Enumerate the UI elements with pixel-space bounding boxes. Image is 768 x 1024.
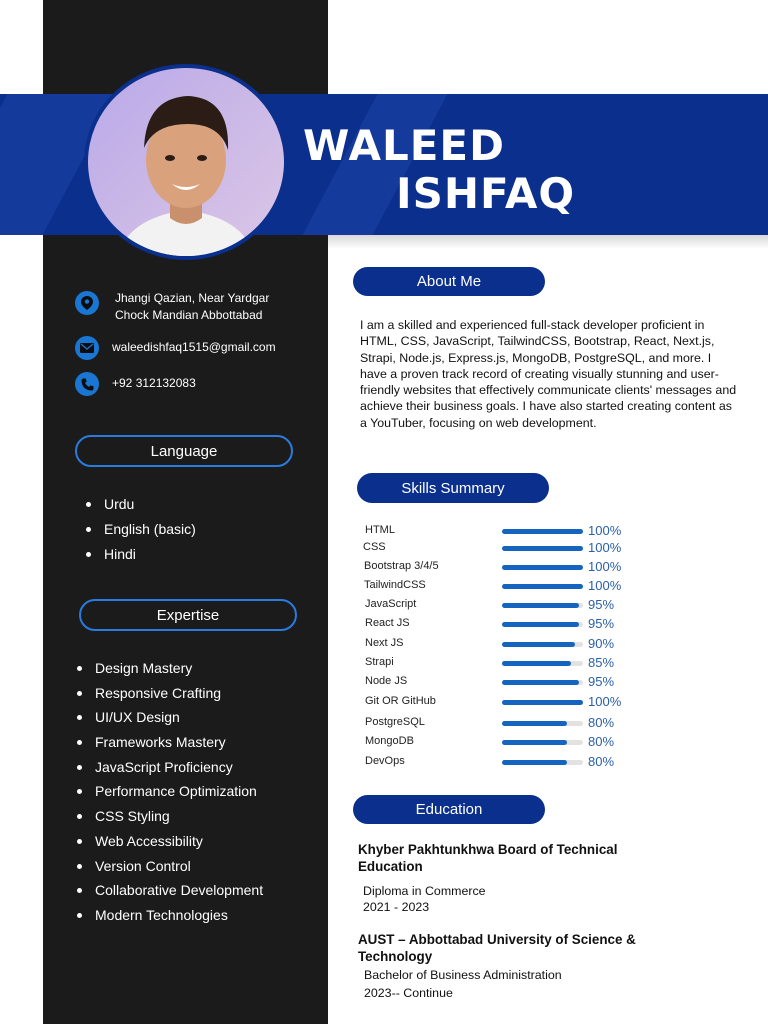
skill-bar (502, 760, 583, 765)
first-name: WALEED (303, 121, 505, 170)
skill-percent: 100% (588, 578, 622, 593)
list-item: Hindi (84, 545, 196, 570)
skill-name: PostgreSQL (365, 716, 425, 728)
skill-percent: 80% (588, 754, 615, 769)
skills-heading: Skills Summary (357, 473, 549, 503)
envelope-icon (75, 336, 99, 360)
address-line-2: Chock Mandian Abbottabad (115, 308, 263, 322)
banner-shadow (328, 235, 768, 249)
profile-photo (84, 64, 288, 260)
skill-percent: 80% (588, 734, 615, 749)
skill-name: Next JS (365, 637, 404, 649)
skill-percent: 100% (588, 694, 622, 709)
list-item: Version Control (75, 857, 263, 882)
skill-name: TailwindCSS (364, 579, 426, 591)
person-portrait-icon (88, 68, 284, 256)
skill-bar (502, 740, 583, 745)
skill-name: JavaScript (365, 598, 417, 610)
skill-bar-fill (502, 622, 579, 627)
list-item: Responsive Crafting (75, 684, 263, 709)
skill-percent: 95% (588, 674, 615, 689)
skill-bar (502, 721, 583, 726)
skill-bar-fill (502, 740, 567, 745)
education-institution: AUST – Abbottabad University of Science & Technology (358, 932, 636, 964)
list-item: Modern Technologies (75, 906, 263, 931)
skill-bar-fill (502, 760, 567, 765)
skill-bar-fill (502, 642, 575, 647)
skill-bar-fill (502, 721, 567, 726)
skill-percent: 100% (588, 523, 622, 538)
skill-bar-fill (502, 700, 583, 705)
skill-percent: 100% (588, 559, 622, 574)
list-item: Web Accessibility (75, 832, 263, 857)
skill-bar-fill (502, 546, 583, 551)
skill-name: DevOps (365, 755, 405, 767)
education-institution: Khyber Pakhtunkhwa Board of Technical Education (358, 842, 618, 874)
list-item: Collaborative Development (75, 881, 263, 906)
skill-bar-fill (502, 565, 583, 570)
skill-percent: 95% (588, 597, 615, 612)
list-item: Performance Optimization (75, 782, 263, 807)
list-item: CSS Styling (75, 807, 263, 832)
skill-bar (502, 529, 583, 534)
skill-bar (502, 546, 583, 551)
skill-name: MongoDB (365, 735, 414, 747)
about-text: I am a skilled and experienced full-stack developer proficient in HTML, CSS, JavaScript, TailwindCSS, Bootstrap, React, Next.js, Strapi, Node.js, Express.js, MongoDB, PostgreSQL, and more. I have a proven track record of creating visually stunning and user-friendly websites that effectively communicate clients' messages and achieve their business goals. I have also started creating content as a YouTuber, focusing on web development. (360, 318, 737, 430)
skill-name: HTML (365, 524, 395, 536)
list-item: Frameworks Mastery (75, 733, 263, 758)
skill-bar-fill (502, 661, 571, 666)
avatar (88, 68, 284, 256)
skill-bar (502, 565, 583, 570)
skill-bar-fill (502, 680, 579, 685)
education-degree: Bachelor of Business Administration (364, 968, 562, 982)
skill-bar (502, 622, 583, 627)
phone-icon (75, 372, 99, 396)
education-years: 2021 - 2023 (363, 900, 430, 914)
last-name: ISHFAQ (396, 169, 576, 218)
address-line-1: Jhangi Qazian, Near Yardgar (115, 291, 270, 305)
skill-percent: 90% (588, 636, 615, 651)
skill-percent: 95% (588, 616, 615, 631)
language-heading: Language (75, 435, 293, 467)
list-item: English (basic) (84, 520, 196, 545)
skill-percent: 85% (588, 655, 615, 670)
education-degree: Diploma in Commerce (363, 884, 486, 898)
skill-name: Bootstrap 3/4/5 (364, 560, 439, 572)
list-item: Design Mastery (75, 659, 263, 684)
skill-bar (502, 680, 583, 685)
skill-percent: 80% (588, 715, 615, 730)
location-pin-icon (75, 291, 99, 315)
skill-bar-fill (502, 584, 583, 589)
about-heading: About Me (353, 267, 545, 296)
skill-name: CSS (363, 541, 386, 553)
education-heading: Education (353, 795, 545, 824)
skill-percent: 100% (588, 540, 622, 555)
list-item: Urdu (84, 495, 196, 520)
expertise-heading: Expertise (79, 599, 297, 631)
education-years: 2023-- Continue (364, 986, 453, 1000)
skill-bar (502, 584, 583, 589)
skill-bar (502, 642, 583, 647)
skill-bar (502, 603, 583, 608)
skill-bar-fill (502, 529, 583, 534)
list-item: UI/UX Design (75, 708, 263, 733)
email-link[interactable]: waleedishfaq1515@gmail.com (112, 340, 276, 354)
skill-name: Git OR GitHub (365, 695, 436, 707)
skill-bar-fill (502, 603, 579, 608)
language-list (84, 495, 196, 570)
phone-number: +92 312132083 (112, 376, 196, 390)
list-item: JavaScript Proficiency (75, 758, 263, 783)
skill-bar (502, 661, 583, 666)
skill-bar (502, 700, 583, 705)
skill-name: React JS (365, 617, 410, 629)
expertise-list (75, 659, 263, 931)
skill-name: Node JS (365, 675, 408, 687)
skill-name: Strapi (365, 656, 394, 668)
